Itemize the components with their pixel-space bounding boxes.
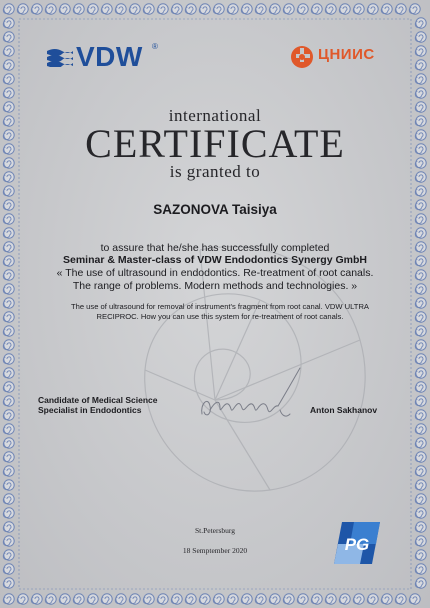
course-title-line2: The range of problems. Modern methods and technologies. »	[72, 280, 358, 292]
signatory-degree: Candidate of Medical Science	[38, 395, 158, 405]
vdw-logo-text: VDW	[76, 41, 143, 72]
certificate-title: CERTIFICATE	[85, 121, 345, 166]
assure-text: to assure that he/she has successfully completed	[100, 242, 330, 254]
course-description: The use of ultrasound for removal of instrument's fragment from root canal. VDW ULTRA RECIPROC. How you can use this system for re-treatment of root canals.	[70, 302, 369, 321]
cniis-logo-text: ЦНИИС	[318, 46, 375, 63]
cniis-logo	[288, 40, 388, 74]
issue-date: 18 Semptember 2020	[182, 546, 248, 555]
city-label: St.Petersburg	[194, 526, 236, 535]
international-label: international	[168, 106, 262, 125]
cniis-emblem-icon	[288, 42, 316, 70]
vdw-registered-mark: ®	[152, 42, 158, 51]
signatory-specialty: Specialist in Endodontics	[38, 405, 142, 415]
signatory-name: Anton Sakhanov	[310, 405, 378, 415]
course-title-line1: « The use of ultrasound in endodontics. Re-treatment of root canals.	[56, 267, 374, 279]
recipient-name: SAZONOVA Taisiya	[153, 202, 277, 217]
pg-logo-text: PG	[344, 535, 370, 554]
seminar-title: Seminar & Master-class of VDW Endodontics Synergy GmbH	[63, 254, 367, 266]
vdw-logo	[46, 42, 161, 72]
granted-label: is granted to	[169, 162, 261, 181]
pg-logo	[334, 522, 380, 564]
vdw-wave-icon	[46, 47, 74, 67]
handwritten-signature	[196, 366, 306, 422]
